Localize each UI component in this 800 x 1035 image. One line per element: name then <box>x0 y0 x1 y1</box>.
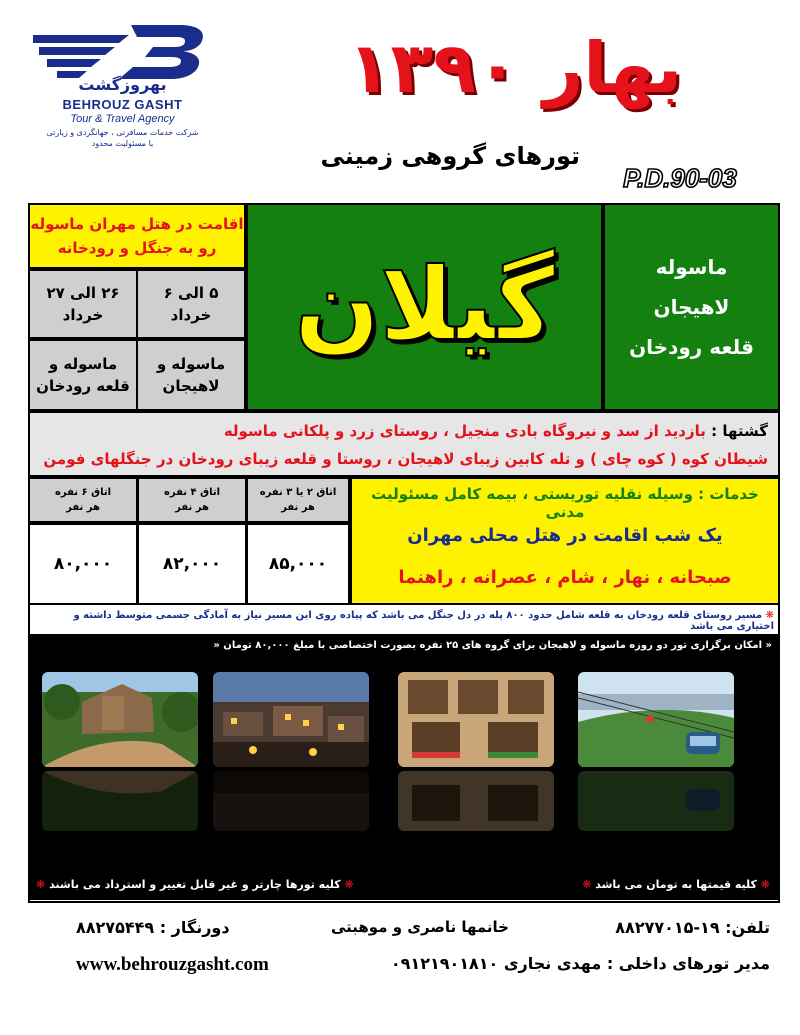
quote-mark: « <box>765 640 772 651</box>
trail-note-text: مسیر روستای قلعه رودخان به قلعه شامل حدود ۸۰۰ پله در دل جنگل می باشد که پیاده روی این مسیر نیاز به آمادگی جسمی متوسط داشته و اختیاری می باشد <box>73 610 774 632</box>
room-type: اتاق ۴ نفره <box>163 487 221 498</box>
photo-reflection <box>42 771 198 831</box>
route-line: قلعه رودخان <box>36 377 130 395</box>
city-item: قلعه رودخان <box>629 335 754 359</box>
route-line: لاهیجان <box>162 377 220 395</box>
photo-traditional-facade <box>398 672 554 767</box>
date-range: ۲۶ الی ۲۷ <box>46 284 120 302</box>
company-logo <box>25 15 220 150</box>
quote-mark: « <box>213 640 220 651</box>
star-icon: ❋ <box>582 878 592 891</box>
destination-title: گیلان <box>246 203 603 411</box>
photo-reflection <box>213 771 369 831</box>
tour-type-subtitle: تورهای گروهی زمینی <box>320 142 580 170</box>
city-item: ماسوله <box>655 255 728 279</box>
price-header-1 <box>246 477 350 523</box>
phone-number: تلفن: ۱۹-۸۸۲۷۷۰۱۵ <box>615 918 770 937</box>
charter-note <box>36 878 356 891</box>
tour-dates-1 <box>136 269 246 339</box>
logo-wings-icon <box>33 21 211 81</box>
photo-reflection <box>398 771 554 831</box>
logo-tagline: Tour & Travel Agency <box>70 113 175 125</box>
date-month: خرداد <box>170 306 212 324</box>
price-value-1: ۸۵,۰۰۰ <box>246 523 350 605</box>
star-icon: ❋ <box>760 878 770 891</box>
accommodation-line: یک شب اقامت در هتل محلی مهران <box>407 525 723 546</box>
star-icon: ❋ <box>344 878 354 891</box>
tour-code: P.D.90-03 <box>623 163 737 193</box>
services-box <box>350 477 780 605</box>
logo-description-2: با مسئولیت محدود <box>91 139 154 148</box>
star-icon: ❋ <box>36 878 46 891</box>
tour-route-1 <box>136 339 246 411</box>
services-line: خدمات : وسیله نقلیه توریستی ، بیمه کامل مسئولیت مدنی <box>371 485 759 521</box>
photo-fortress-rudkhan <box>42 672 198 767</box>
date-range: ۵ الی ۶ <box>163 284 219 302</box>
private-tour-text: امکان برگزاری تور دو روزه ماسوله و لاهیجان برای گروه های ۲۵ نفره بصورت اختصاصی با مبلغ ۸۰,۰۰۰ تومان <box>223 640 763 651</box>
sightseeing-label: گشتها : <box>711 422 768 440</box>
per-person: هر نفر <box>175 502 209 513</box>
hotel-note-line: اقامت در هتل مهران ماسوله <box>30 215 244 233</box>
city-list <box>603 203 780 411</box>
photo-lahijan-cable-car <box>578 672 734 767</box>
trail-note <box>34 610 774 632</box>
charter-note-text: کلیه تورها چارتر و غیر قابل تغییر و استرداد می باشند <box>49 878 341 891</box>
currency-note <box>560 878 770 891</box>
date-month: خرداد <box>62 306 104 324</box>
logo-brand-english: BEHROUZ GASHT <box>62 97 183 112</box>
price-value-3: ۸۰,۰۰۰ <box>28 523 138 605</box>
season-title: بهار ۱۳۹۰ <box>347 27 683 109</box>
fax-number: دورنگار : ۸۸۲۷۵۴۴۹ <box>76 918 230 937</box>
tour-dates-2 <box>28 269 138 339</box>
price-value-2: ۸۲,۰۰۰ <box>137 523 247 605</box>
website-link[interactable]: www.behrouzgasht.com <box>76 954 269 975</box>
room-type: اتاق ۶ نفره <box>54 487 112 498</box>
route-line: ماسوله و <box>48 355 118 373</box>
price-header-2 <box>137 477 247 523</box>
route-line: ماسوله و <box>156 355 226 373</box>
photo-masuleh-night <box>213 672 369 767</box>
sightseeing-line: شیطان کوه ( کوه چای ) و تله کابین زیبای لاهیجان ، روستا و قلعه زیبای رودخان در جنگلهای فومن <box>43 450 768 468</box>
hotel-note-line: رو به جنگل و رودخانه <box>57 239 217 257</box>
private-tour-note <box>36 640 772 651</box>
currency-note-text: کلیه قیمتها به تومان می باشد <box>595 878 757 891</box>
contact-names: خانمها ناصری و موهبتی <box>330 918 509 936</box>
hotel-note <box>28 203 246 269</box>
sightseeing-line: بازدید از سد و نیروگاه بادی منجیل ، روستای زرد و پلکانی ماسوله <box>223 422 706 440</box>
meals-line: صبحانه ، نهار ، شام ، عصرانه ، راهنما <box>398 567 732 588</box>
sightseeing-box <box>28 411 780 477</box>
logo-description: شرکت خدمات مسافرتی ، جهانگردی و زیارتی <box>46 128 199 137</box>
per-person: هر نفر <box>66 502 100 513</box>
tour-route-2 <box>28 339 138 411</box>
domestic-tour-manager: مدیر تورهای داخلی : مهدی نجاری ۰۹۱۲۱۹۰۱۸۱۰ <box>390 954 770 973</box>
room-type: اتاق ۲ یا ۳ نفره <box>259 487 337 498</box>
city-item: لاهیجان <box>653 295 730 319</box>
price-header-3 <box>28 477 138 523</box>
per-person: هر نفر <box>281 502 315 513</box>
star-icon: ❋ <box>765 610 774 621</box>
logo-brand-persian: بهروزگشت <box>78 75 167 94</box>
photo-reflection <box>578 771 734 831</box>
